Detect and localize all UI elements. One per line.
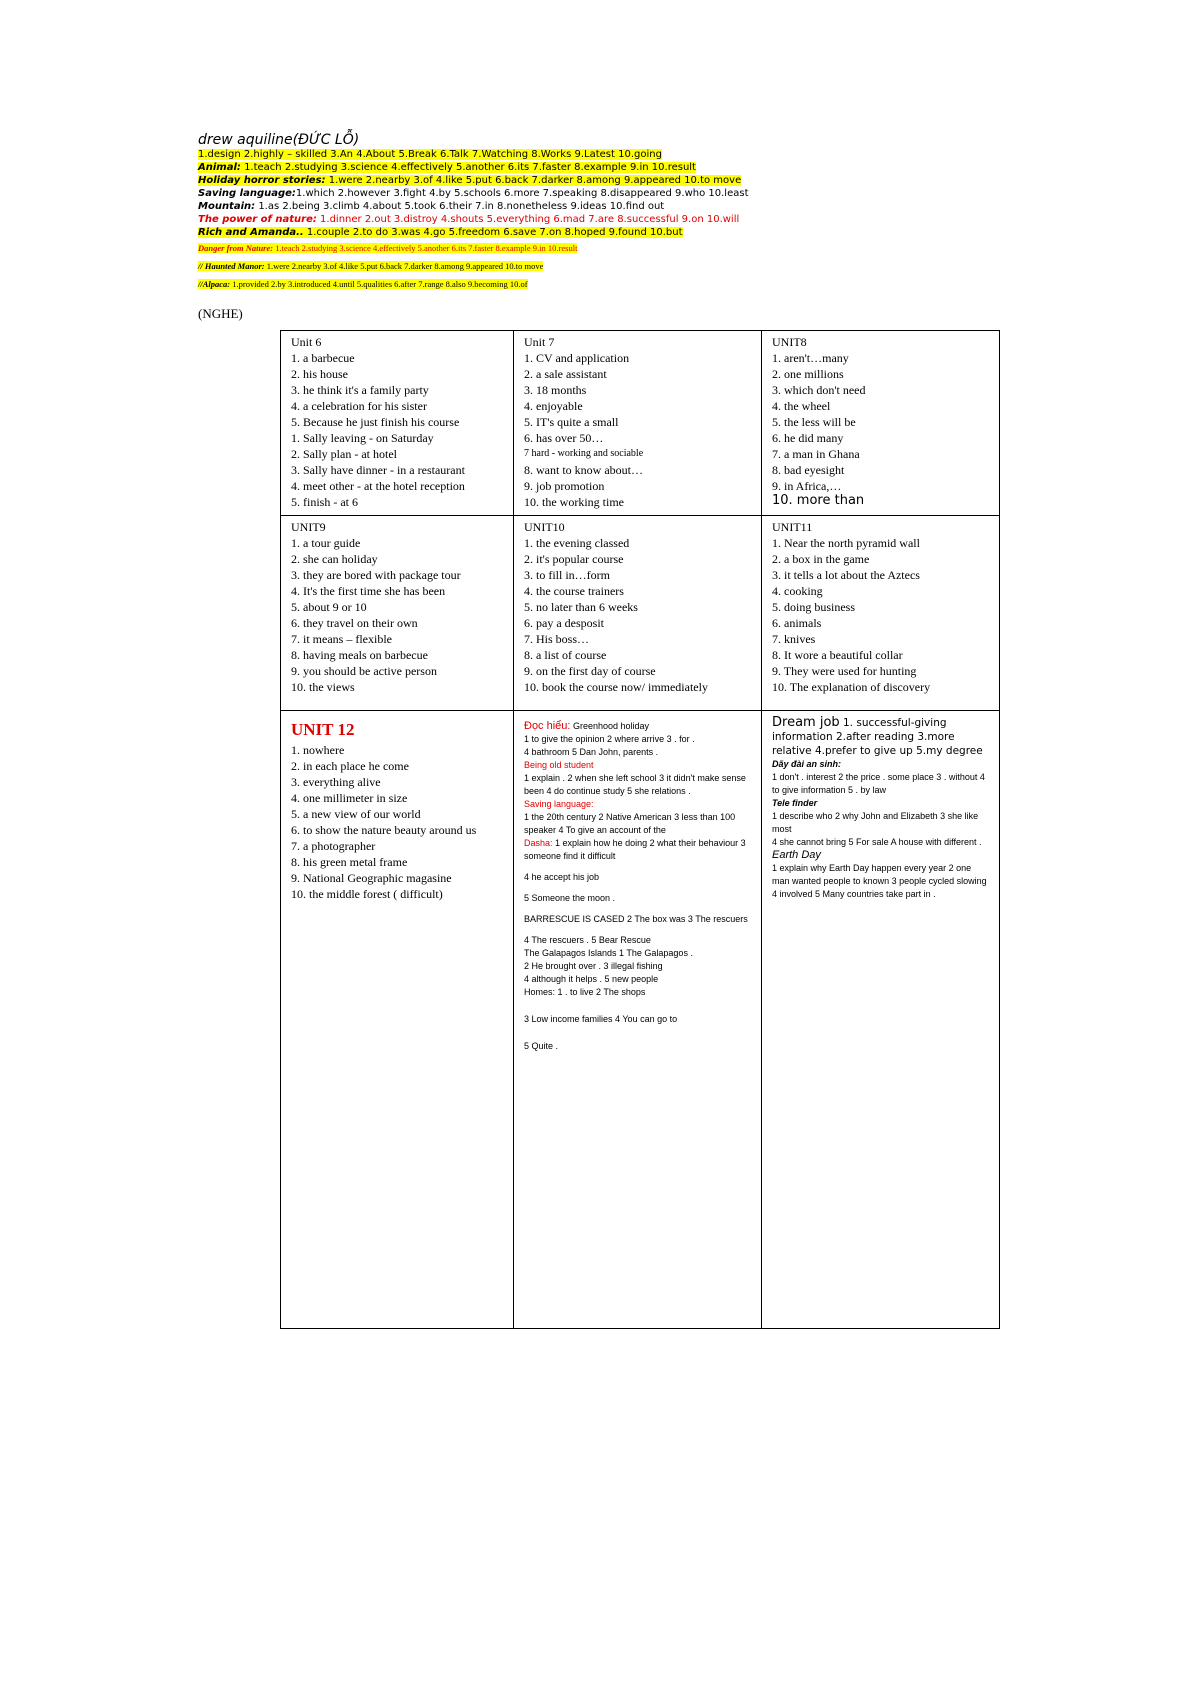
unit-9-cell <box>281 516 514 711</box>
list-item: 4. meet other - at the hotel reception <box>291 479 465 493</box>
answer-text: 1.as 2.being 3.climb 4.about 5.took 6.their 7.in 8.nonetheless 9.ideas 10.find out <box>255 201 665 212</box>
list-item: 5. Because he just finish his course <box>291 415 460 429</box>
list-item: 7. a man in Ghana <box>772 447 860 461</box>
list-item: 8. want to know about… <box>524 463 643 477</box>
list-item: 10. The explanation of discovery <box>772 680 931 694</box>
list-item: 9. you should be active person <box>291 664 437 678</box>
list-item: 4. It's the first time she has been <box>291 584 446 598</box>
answer-paragraph: 2 He brought over . 3 illegal fishing <box>524 961 663 971</box>
answer-line-holiday <box>198 174 918 187</box>
answer-text: 1.which 2.however 3.fight 4.by 5.schools 6.more 7.speaking 8.disappeared 9.who 10.least <box>295 188 749 199</box>
unit-title: Unit 6 <box>291 335 322 349</box>
answer-line-saving <box>198 187 918 200</box>
list-item: 5. a new view of our world <box>291 807 421 821</box>
list-item: 5. doing business <box>772 600 856 614</box>
answer-line-mountain <box>198 200 918 213</box>
answer-paragraph: 4 bathroom 5 Dan John, parents . <box>524 747 659 757</box>
section-label: Danger from Nature: <box>198 243 274 253</box>
list-item: 3. 18 months <box>524 383 587 397</box>
listening-answer-table <box>280 330 1000 1329</box>
answer-line-1 <box>198 148 918 161</box>
answer-text: 1 explain how he doing 2 what their behaviour 3 someone find it difficult <box>524 838 746 861</box>
section-label: Đọc hiểu: <box>524 720 571 732</box>
list-item: 1. nowhere <box>291 743 345 757</box>
unit-title: UNIT11 <box>772 520 813 534</box>
unit-12-cell <box>281 711 514 1329</box>
list-item: 3. everything alive <box>291 775 381 789</box>
list-item: 1. Near the north pyramid wall <box>772 536 920 550</box>
list-item: 6. pay a desposit <box>524 616 604 630</box>
list-item: 9. They were used for hunting <box>772 664 917 678</box>
list-item: 4. the wheel <box>772 399 831 413</box>
list-item: 1. the evening classed <box>524 536 630 550</box>
unit-title: UNIT9 <box>291 520 326 534</box>
list-item: 4. one millimeter in size <box>291 791 408 805</box>
section-heading: Dãy đài an sinh: <box>772 759 842 769</box>
answer-text: 1.dinner 2.out 3.distroy 4.shouts 5.everything 6.mad 7.are 8.successful 9.on 10.will <box>316 214 740 225</box>
answer-text: 1.teach 2.studying 3.science 4.effectively 5.another 6.its 7.faster 8.example 9.in 10.result <box>240 162 696 173</box>
unit-7-cell <box>514 331 762 516</box>
list-item: 2. it's popular course <box>524 552 624 566</box>
list-item: 3. it tells a lot about the Aztecs <box>772 568 920 582</box>
answer-paragraph: 4 he accept his job <box>524 872 600 882</box>
answer-text: 1.provided 2.by 3.introduced 4.until 5.qualities 6.after 7.range 8.also 9.becoming 10.of <box>230 279 528 289</box>
unit-title: UNIT 12 <box>291 720 355 739</box>
answer-paragraph: 5 Someone the moon . <box>524 893 616 903</box>
list-item: 2. she can holiday <box>291 552 378 566</box>
list-item: 5. no later than 6 weeks <box>524 600 638 614</box>
list-item: 3. he think it's a family party <box>291 383 429 397</box>
list-item: 4. cooking <box>772 584 823 598</box>
answer-paragraph: The Galapagos Islands 1 The Galapagos . <box>524 948 693 958</box>
section-label: Dasha: <box>524 838 553 848</box>
section-label: The power of nature: <box>198 214 317 225</box>
answer-line-power <box>198 213 918 226</box>
answer-text: 1.were 2.nearby 3.of 4.like 5.put 6.back 7.darker 8.among 9.appeared 10.to move <box>325 175 742 186</box>
list-item: 9. National Geographic magasine <box>291 871 452 885</box>
section-heading: Saving language: <box>524 799 594 809</box>
list-item: 5. finish - at 6 <box>291 495 358 509</box>
list-item: 2. Sally plan - at hotel <box>291 447 397 461</box>
dream-job-answers <box>772 716 989 758</box>
list-item: 6. they travel on their own <box>291 616 418 630</box>
list-item: 7. His boss… <box>524 632 590 646</box>
answer-text: 1.were 2.nearby 3.of 4.like 5.put 6.back 7.darker 8.among 9.appeared 10.to move <box>264 261 544 271</box>
list-item: 10. the middle forest ( difficult) <box>291 887 443 901</box>
list-item: 4. enjoyable <box>524 399 583 413</box>
answer-paragraph: 1 explain . 2 when she left school 3 it didn't make sense been 4 do continue study 5 she relations . <box>524 773 746 796</box>
answer-line-animal <box>198 161 918 174</box>
list-item: 3. which don't need <box>772 383 866 397</box>
list-item: 3. they are bored with package tour <box>291 568 461 582</box>
answer-paragraph: 1 to give the opinion 2 where arrive 3 . for . <box>524 734 695 744</box>
list-item: 8. It wore a beautiful collar <box>772 648 903 662</box>
list-item: 8. bad eyesight <box>772 463 845 477</box>
answer-paragraph: 3 Low income families 4 You can go to <box>524 1014 678 1024</box>
answer-text: 1.design 2.highly – skilled 3.An 4.About 5.Break 6.Talk 7.Watching 8.Works 9.Latest 10.going <box>198 149 662 160</box>
list-item: 8. his green metal frame <box>291 855 408 869</box>
list-item: 3. to fill in…form <box>524 568 610 582</box>
list-item: 7. it means – flexible <box>291 632 392 646</box>
list-item: 4. a celebration for his sister <box>291 399 427 413</box>
section-heading: Tele finder <box>772 798 818 808</box>
small-line-alpaca <box>198 275 918 293</box>
list-item: 5. about 9 or 10 <box>291 600 367 614</box>
list-item: 10. book the course now/ immediately <box>524 680 708 694</box>
section-label: Saving language: <box>198 188 296 199</box>
unit-8-cell <box>762 331 1000 516</box>
list-item: 9. in Africa,… <box>772 479 842 493</box>
list-item: 9. on the first day of course <box>524 664 656 678</box>
list-item: 8. a list of course <box>524 648 607 662</box>
list-item: 5. IT's quite a small <box>524 415 619 429</box>
answer-paragraph: 4 The rescuers . 5 Bear Rescue <box>524 935 651 945</box>
list-item: 5. the less will be <box>772 415 856 429</box>
unit-title: UNIT10 <box>524 520 565 534</box>
section-label: Animal: <box>198 162 241 173</box>
list-item: 7. a photographer <box>291 839 376 853</box>
answer-text: 1.teach 2.studying 3.science 4.effectively 5.another 6.its 7.faster 8.example 9.in 10.result <box>273 243 578 253</box>
answer-paragraph: 1 the 20th century 2 Native American 3 less than 100 speaker 4 To give an account of the <box>524 812 736 835</box>
list-item: 7 hard - working and sociable <box>524 448 644 459</box>
answer-header <box>198 132 918 293</box>
list-item: 2. his house <box>291 367 348 381</box>
list-item: 4. the course trainers <box>524 584 624 598</box>
unit-6-cell <box>281 331 514 516</box>
section-label: // Haunted Manor: <box>198 261 265 271</box>
answer-paragraph: 4 although it helps . 5 new people <box>524 974 659 984</box>
section-label: Mountain: <box>198 201 256 212</box>
reading-heading <box>524 720 751 733</box>
section-title: Greenhood holiday <box>570 721 650 731</box>
answer-paragraph: 5 Quite . <box>524 1041 559 1051</box>
section-heading: Being old student <box>524 760 594 770</box>
answer-paragraph: 1 describe who 2 why John and Elizabeth 3 she like most <box>772 811 979 834</box>
small-line-danger <box>198 239 918 257</box>
reading-answers-cell <box>514 711 762 1329</box>
unit-10-cell <box>514 516 762 711</box>
answer-paragraph: 1 explain why Earth Day happen every year 2 one man wanted people to known 3 people cycled slowing 4 involved 5 Many countries take part in . <box>772 863 987 899</box>
document-title: drew aquiline(ĐỨC LỖ) <box>198 132 360 148</box>
unit-title: UNIT8 <box>772 335 807 349</box>
list-item: 3. Sally have dinner - in a restaurant <box>291 463 465 477</box>
listening-heading: (NGHE) <box>198 306 243 321</box>
section-label: Rich and Amanda.. <box>198 227 304 238</box>
list-item: 1. CV and application <box>524 351 630 365</box>
small-line-haunted <box>198 257 918 275</box>
list-item: 10. the views <box>291 680 355 694</box>
list-item: 1. a barbecue <box>291 351 355 365</box>
list-item: 10. the working time <box>524 495 624 509</box>
answer-paragraph <box>524 837 751 863</box>
section-label: Dream job <box>772 715 840 730</box>
list-item: 10. more than <box>772 493 865 508</box>
list-item: 1. Sally leaving - on Saturday <box>291 431 434 445</box>
list-item: 6. animals <box>772 616 822 630</box>
unit-title: Unit 7 <box>524 335 555 349</box>
answer-line-rich <box>198 226 918 239</box>
answer-paragraph: BARRESCUE IS CASED 2 The box was 3 The rescuers <box>524 914 748 924</box>
answer-text: 1.couple 2.to do 3.was 4.go 5.freedom 6.save 7.on 8.hoped 9.found 10.but <box>303 227 683 238</box>
list-item: 1. aren't…many <box>772 351 849 365</box>
list-item: 2. one millions <box>772 367 844 381</box>
list-item: 6. to show the nature beauty around us <box>291 823 477 837</box>
list-item: 2. a box in the game <box>772 552 870 566</box>
list-item: 6. has over 50… <box>524 431 604 445</box>
list-item: 9. job promotion <box>524 479 605 493</box>
answer-text: 1. successful-giving information 2.after reading 3.more relative 4.prefer to give up 5.my degree <box>772 717 983 757</box>
section-label: //Alpaca: <box>198 279 231 289</box>
list-item: 2. a sale assistant <box>524 367 607 381</box>
extra-answers-cell <box>762 711 1000 1329</box>
section-label: Holiday horror stories: <box>198 175 326 186</box>
list-item: 1. a tour guide <box>291 536 361 550</box>
answer-paragraph: Homes: 1 . to live 2 The shops <box>524 987 646 997</box>
list-item: 2. in each place he come <box>291 759 409 773</box>
answer-paragraph: 4 she cannot bring 5 For sale A house with different . <box>772 837 982 847</box>
answer-paragraph: 1 don't . interest 2 the price . some place 3 . without 4 to give information 5 . by law <box>772 772 985 795</box>
list-item: 7. knives <box>772 632 816 646</box>
list-item: 8. having meals on barbecue <box>291 648 428 662</box>
unit-11-cell <box>762 516 1000 711</box>
section-heading: Earth Day <box>772 849 821 861</box>
list-item: 6. he did many <box>772 431 844 445</box>
